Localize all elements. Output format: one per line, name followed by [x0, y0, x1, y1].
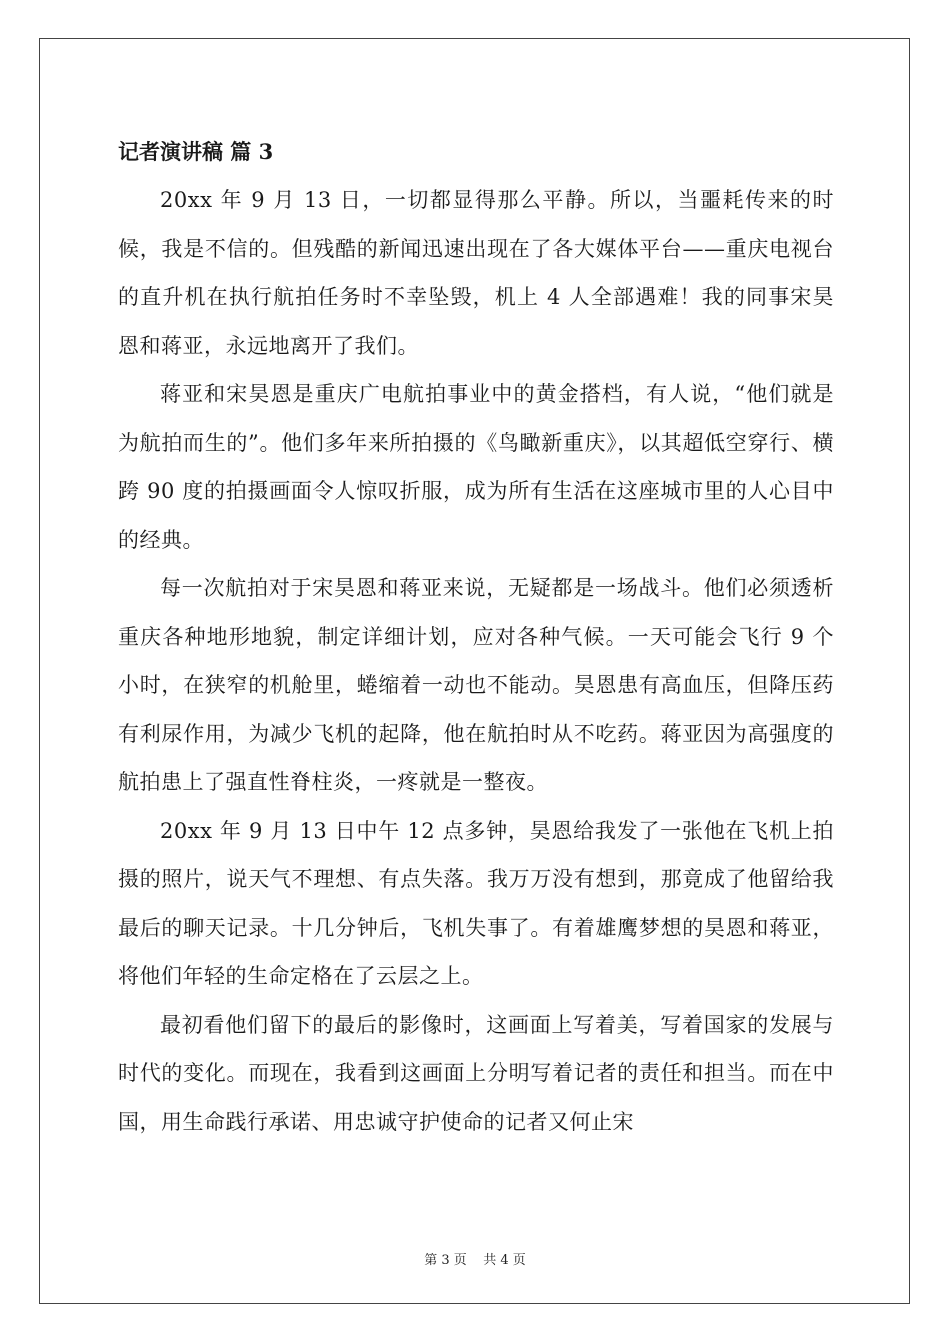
paragraph-5: 最初看他们留下的最后的影像时，这画面上写着美，写着国家的发展与时代的变化。而现在，我看到这画面上分明写着记者的责任和担当。而在中国，用生命践行承诺、用忠诚守护使命的记者又何止宋: [118, 1012, 834, 1134]
document-title: 记者演讲稿 篇 3: [118, 139, 274, 164]
page-footer: 第 3 页 共 4 页: [424, 1253, 526, 1268]
paragraph-3: 每一次航拍对于宋昊恩和蒋亚来说，无疑都是一场战斗。他们必须透析重庆各种地形地貌，制定详细计划，应对各种气候。一天可能会飞行 9 个小时，在狭窄的机舱里，蜷缩着一动也不能动。昊恩患有高血压，但降压药有利尿作用，为减少飞机的起降，他在航拍时从不吃药。蒋亚因为高强度的航拍患上了强直性脊柱炎，一疼就是一整夜。: [118, 576, 834, 794]
paragraph-4: 20xx 年 9 月 13 日中午 12 点多钟，昊恩给我发了一张他在飞机上拍摄的照片，说天气不理想、有点失落。我万万没有想到，那竟成了他留给我最后的聊天记录。十几分钟后，飞机失事了。有着雄鹰梦想的昊恩和蒋亚，将他们年轻的生命定格在了云层之上。: [118, 818, 834, 988]
paragraph-2: 蒋亚和宋昊恩是重庆广电航拍事业中的黄金搭档，有人说，“他们就是为航拍而生的”。他们多年来所拍摄的《鸟瞰新重庆》，以其超低空穿行、横跨 90 度的拍摄画面令人惊叹折服，成为所有生活在这座城市里的人心目中的经典。: [118, 382, 834, 552]
document-body: [118, 128, 834, 1146]
paragraph-1: 20xx 年 9 月 13 日，一切都显得那么平静。所以，当噩耗传来的时候，我是不信的。但残酷的新闻迅速出现在了各大媒体平台——重庆电视台的直升机在执行航拍任务时不幸坠毁，机上 4 人全部遇难！我的同事宋昊恩和蒋亚，永远地离开了我们。: [118, 188, 834, 358]
